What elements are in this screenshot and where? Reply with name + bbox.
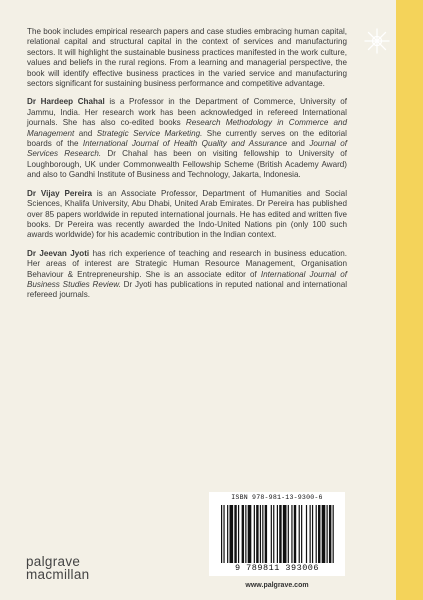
palgrave-star-logo-icon: [362, 26, 392, 56]
isbn-label: ISBN 978-981-13-9300-6: [231, 494, 323, 501]
publisher-line1: palgrave: [26, 554, 81, 569]
intro-paragraph: The book includes empirical research papers and case studies embracing human capital, relational capital and structural capital in the context of services and manufacturing sectors. It will highlight the sustainable business practices manifested in the work culture, values and beliefs in the rural regions. From a learning and managerial perspective, the book will identify effective business practices in the varied service and manufacturing sectors significant for sustaining business performance and competitive advantage.: [27, 27, 347, 89]
author-name: Dr Vijay Pereira: [27, 188, 92, 198]
back-cover-text: [27, 27, 347, 309]
author-name: Dr Hardeep Chahal: [27, 97, 105, 107]
publisher-logo: [26, 555, 89, 581]
yellow-spine-strip: [396, 0, 423, 600]
barcode-icon: [221, 505, 335, 563]
publisher-url: www.palgrave.com: [245, 582, 309, 589]
ean-digits: 9 789811 393006: [234, 563, 319, 573]
publisher-line2: macmillan: [26, 567, 90, 582]
isbn-barcode-box: [209, 492, 345, 576]
bio-chahal: Dr Hardeep Chahal is a Professor in the Department of Commerce, University of Jammu, India. Her research work has been acknowledged in refereed International journals. She has also co-edited books Research Methodology in Commerce and Management and Strategic Service Marketing. She currently serves on the editorial boards of the International Journal of Health Quality and Assurance and Journal of Services Research. Dr Chahal has been on visiting fellowship to University of Loughborough, UK under Commonwealth Fellowship Scheme (British Academy Award) and also to Gandhi Institute of Business and Technology, Jakarta, Indonesia.: [27, 97, 348, 180]
bio-pereira: Dr Vijay Pereira is an Associate Professor, Department of Humanities and Social Sciences, Khalifa University, Abu Dhabi, United Arab Emirates. Dr Pereira has published over 85 papers worldwide in reputed international journals. He has edited and written five books. Dr Pereira was recently awarded the Indo-United Nations pin (only 100 such awards worldwide) for his academic contribution in the Indian context.: [27, 188, 347, 240]
bio-jyoti: Dr Jeevan Jyoti has rich experience of teaching and research in business education. Her areas of interest are Strategic Human Resource Management, Organisation Behaviour & Entrepreneurship. She is an associate editor of International Journal of Business Studies Review. Dr Jyoti has publications in reputed national and international refereed journals.: [27, 248, 347, 300]
author-name: Dr Jeevan Jyoti: [27, 248, 90, 258]
